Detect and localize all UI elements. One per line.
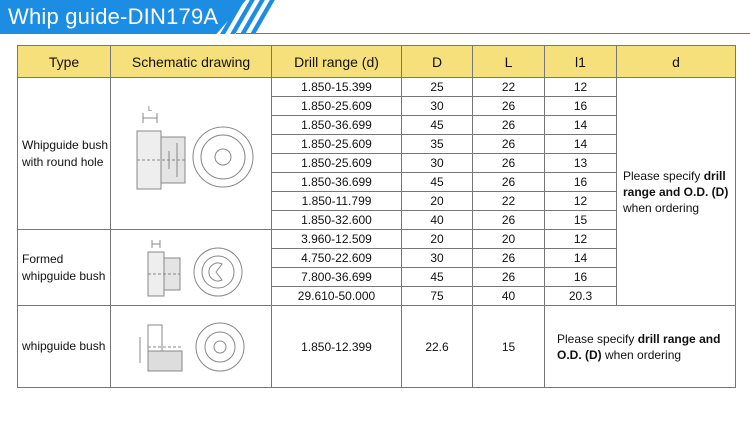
table-cell: 26 <box>473 211 545 230</box>
table-cell: 20.3 <box>545 287 617 306</box>
ordering-note: Please specify drill range and O.D. (D) when ordering <box>617 78 736 306</box>
table-cell: 1.850-12.399 <box>272 306 402 388</box>
table-cell: 26 <box>473 116 545 135</box>
spec-table <box>17 45 736 388</box>
table-cell: 45 <box>402 173 473 192</box>
table-cell: 1.850-25.609 <box>272 135 402 154</box>
table-cell: 26 <box>473 135 545 154</box>
table-cell: 15 <box>545 211 617 230</box>
table-cell: 1.850-36.699 <box>272 116 402 135</box>
table-row <box>18 306 736 388</box>
table-cell: 26 <box>473 173 545 192</box>
col-header-d: d <box>617 46 736 78</box>
table-cell: 14 <box>545 116 617 135</box>
table-cell: 1.850-15.399 <box>272 78 402 97</box>
table-cell: 30 <box>402 97 473 116</box>
table-cell: 12 <box>545 230 617 249</box>
type-cell: Whipguide bush with round hole <box>18 78 111 230</box>
page-title: Whip guide-DIN179A <box>8 4 219 29</box>
table-cell: 40 <box>473 287 545 306</box>
bush-round-hole-schematic <box>111 78 272 230</box>
table-cell: 14 <box>545 135 617 154</box>
table-cell: 30 <box>402 154 473 173</box>
col-header-drawing: Schematic drawing <box>111 46 272 78</box>
table-cell: 45 <box>402 268 473 287</box>
type-cell: Formed whipguide bush <box>18 230 111 306</box>
table-cell: 22.6 <box>402 306 473 388</box>
table-cell: 16 <box>545 97 617 116</box>
table-cell: 1.850-36.699 <box>272 173 402 192</box>
col-header-type: Type <box>18 46 111 78</box>
formed-bush-schematic <box>111 230 272 306</box>
table-cell: 1.850-32.600 <box>272 211 402 230</box>
table-cell: 14 <box>545 249 617 268</box>
table-cell: 15 <box>473 306 545 388</box>
svg-text:L: L <box>148 105 152 113</box>
table-cell: 12 <box>545 78 617 97</box>
table-cell: 12 <box>545 192 617 211</box>
table-cell: 25 <box>402 78 473 97</box>
table-cell: 26 <box>473 268 545 287</box>
table-cell: 40 <box>402 211 473 230</box>
table-cell: 26 <box>473 249 545 268</box>
col-header-l1: l1 <box>545 46 617 78</box>
table-cell: 1.850-25.609 <box>272 154 402 173</box>
table-cell: 26 <box>473 97 545 116</box>
ordering-note-wide: Please specify drill range and O.D. (D) when ordering <box>545 306 736 388</box>
table-header-row <box>18 46 736 78</box>
table-cell: 16 <box>545 173 617 192</box>
table-row <box>18 78 736 97</box>
table-cell: 75 <box>402 287 473 306</box>
col-header-drill-range: Drill range (d) <box>272 46 402 78</box>
table-cell: 22 <box>473 192 545 211</box>
plain-bush-schematic <box>111 306 272 388</box>
table-cell: 20 <box>402 192 473 211</box>
table-cell: 3.960-12.509 <box>272 230 402 249</box>
table-cell: 20 <box>402 230 473 249</box>
table-cell: 4.750-22.609 <box>272 249 402 268</box>
table-cell: 1.850-25.609 <box>272 97 402 116</box>
col-header-D: D <box>402 46 473 78</box>
table-cell: 26 <box>473 154 545 173</box>
table-cell: 7.800-36.699 <box>272 268 402 287</box>
header-banner <box>0 0 750 34</box>
table-cell: 30 <box>402 249 473 268</box>
table-cell: 35 <box>402 135 473 154</box>
table-cell: 20 <box>473 230 545 249</box>
type-cell: whipguide bush <box>18 306 111 388</box>
col-header-L: L <box>473 46 545 78</box>
table-cell: 22 <box>473 78 545 97</box>
banner-underline <box>236 33 750 34</box>
table-cell: 13 <box>545 154 617 173</box>
table-cell: 29.610-50.000 <box>272 287 402 306</box>
table-cell: 1.850-11.799 <box>272 192 402 211</box>
banner-stripes <box>224 0 284 34</box>
table-cell: 45 <box>402 116 473 135</box>
table-cell: 16 <box>545 268 617 287</box>
